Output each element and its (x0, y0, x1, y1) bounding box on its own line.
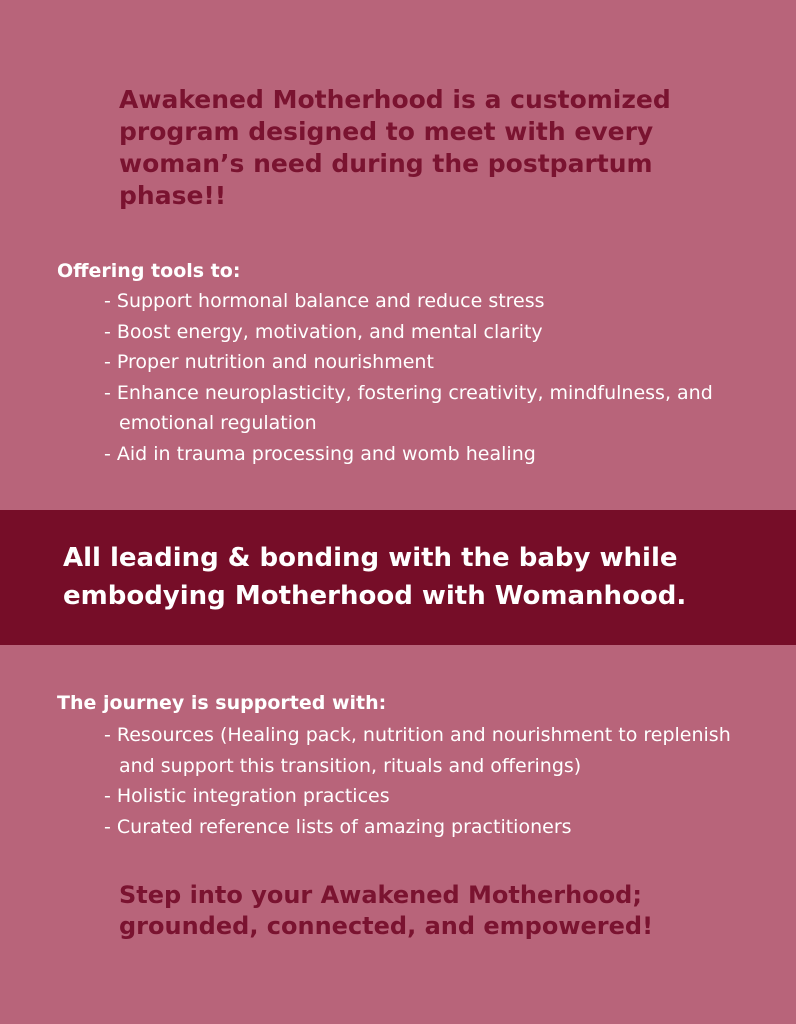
journey-heading: The journey is supported with: (57, 692, 387, 714)
offering-item: - Proper nutrition and nourishment (104, 351, 434, 373)
offering-heading: Offering tools to: (57, 260, 241, 282)
offering-item: - Enhance neuroplasticity, fostering creativity, mindfulness, and emotional regulation (104, 381, 713, 434)
journey-item: - Curated reference lists of amazing practitioners (104, 815, 572, 838)
offering-item: - Aid in trauma processing and womb healing (104, 442, 536, 465)
offering-item: - Boost energy, motivation, and mental clarity (104, 320, 543, 343)
banner-text: All leading & bonding with the baby while embodying Motherhood with Womanhood. (63, 543, 687, 611)
offering-item: - Support hormonal balance and reduce stress (104, 290, 545, 312)
journey-item: - Resources (Healing pack, nutrition and nourishment to replenish and support this transition, rituals and offerings) (104, 724, 731, 777)
offering-list (104, 286, 764, 469)
journey-item: - Holistic integration practices (104, 785, 390, 807)
closing-statement: Step into your Awakened Motherhood; grounded, connected, and empowered! (119, 881, 654, 940)
program-headline: Awakened Motherhood is a customized program designed to meet with every woman’s need during the postpartum phase!! (119, 85, 671, 210)
journey-list (104, 720, 764, 842)
